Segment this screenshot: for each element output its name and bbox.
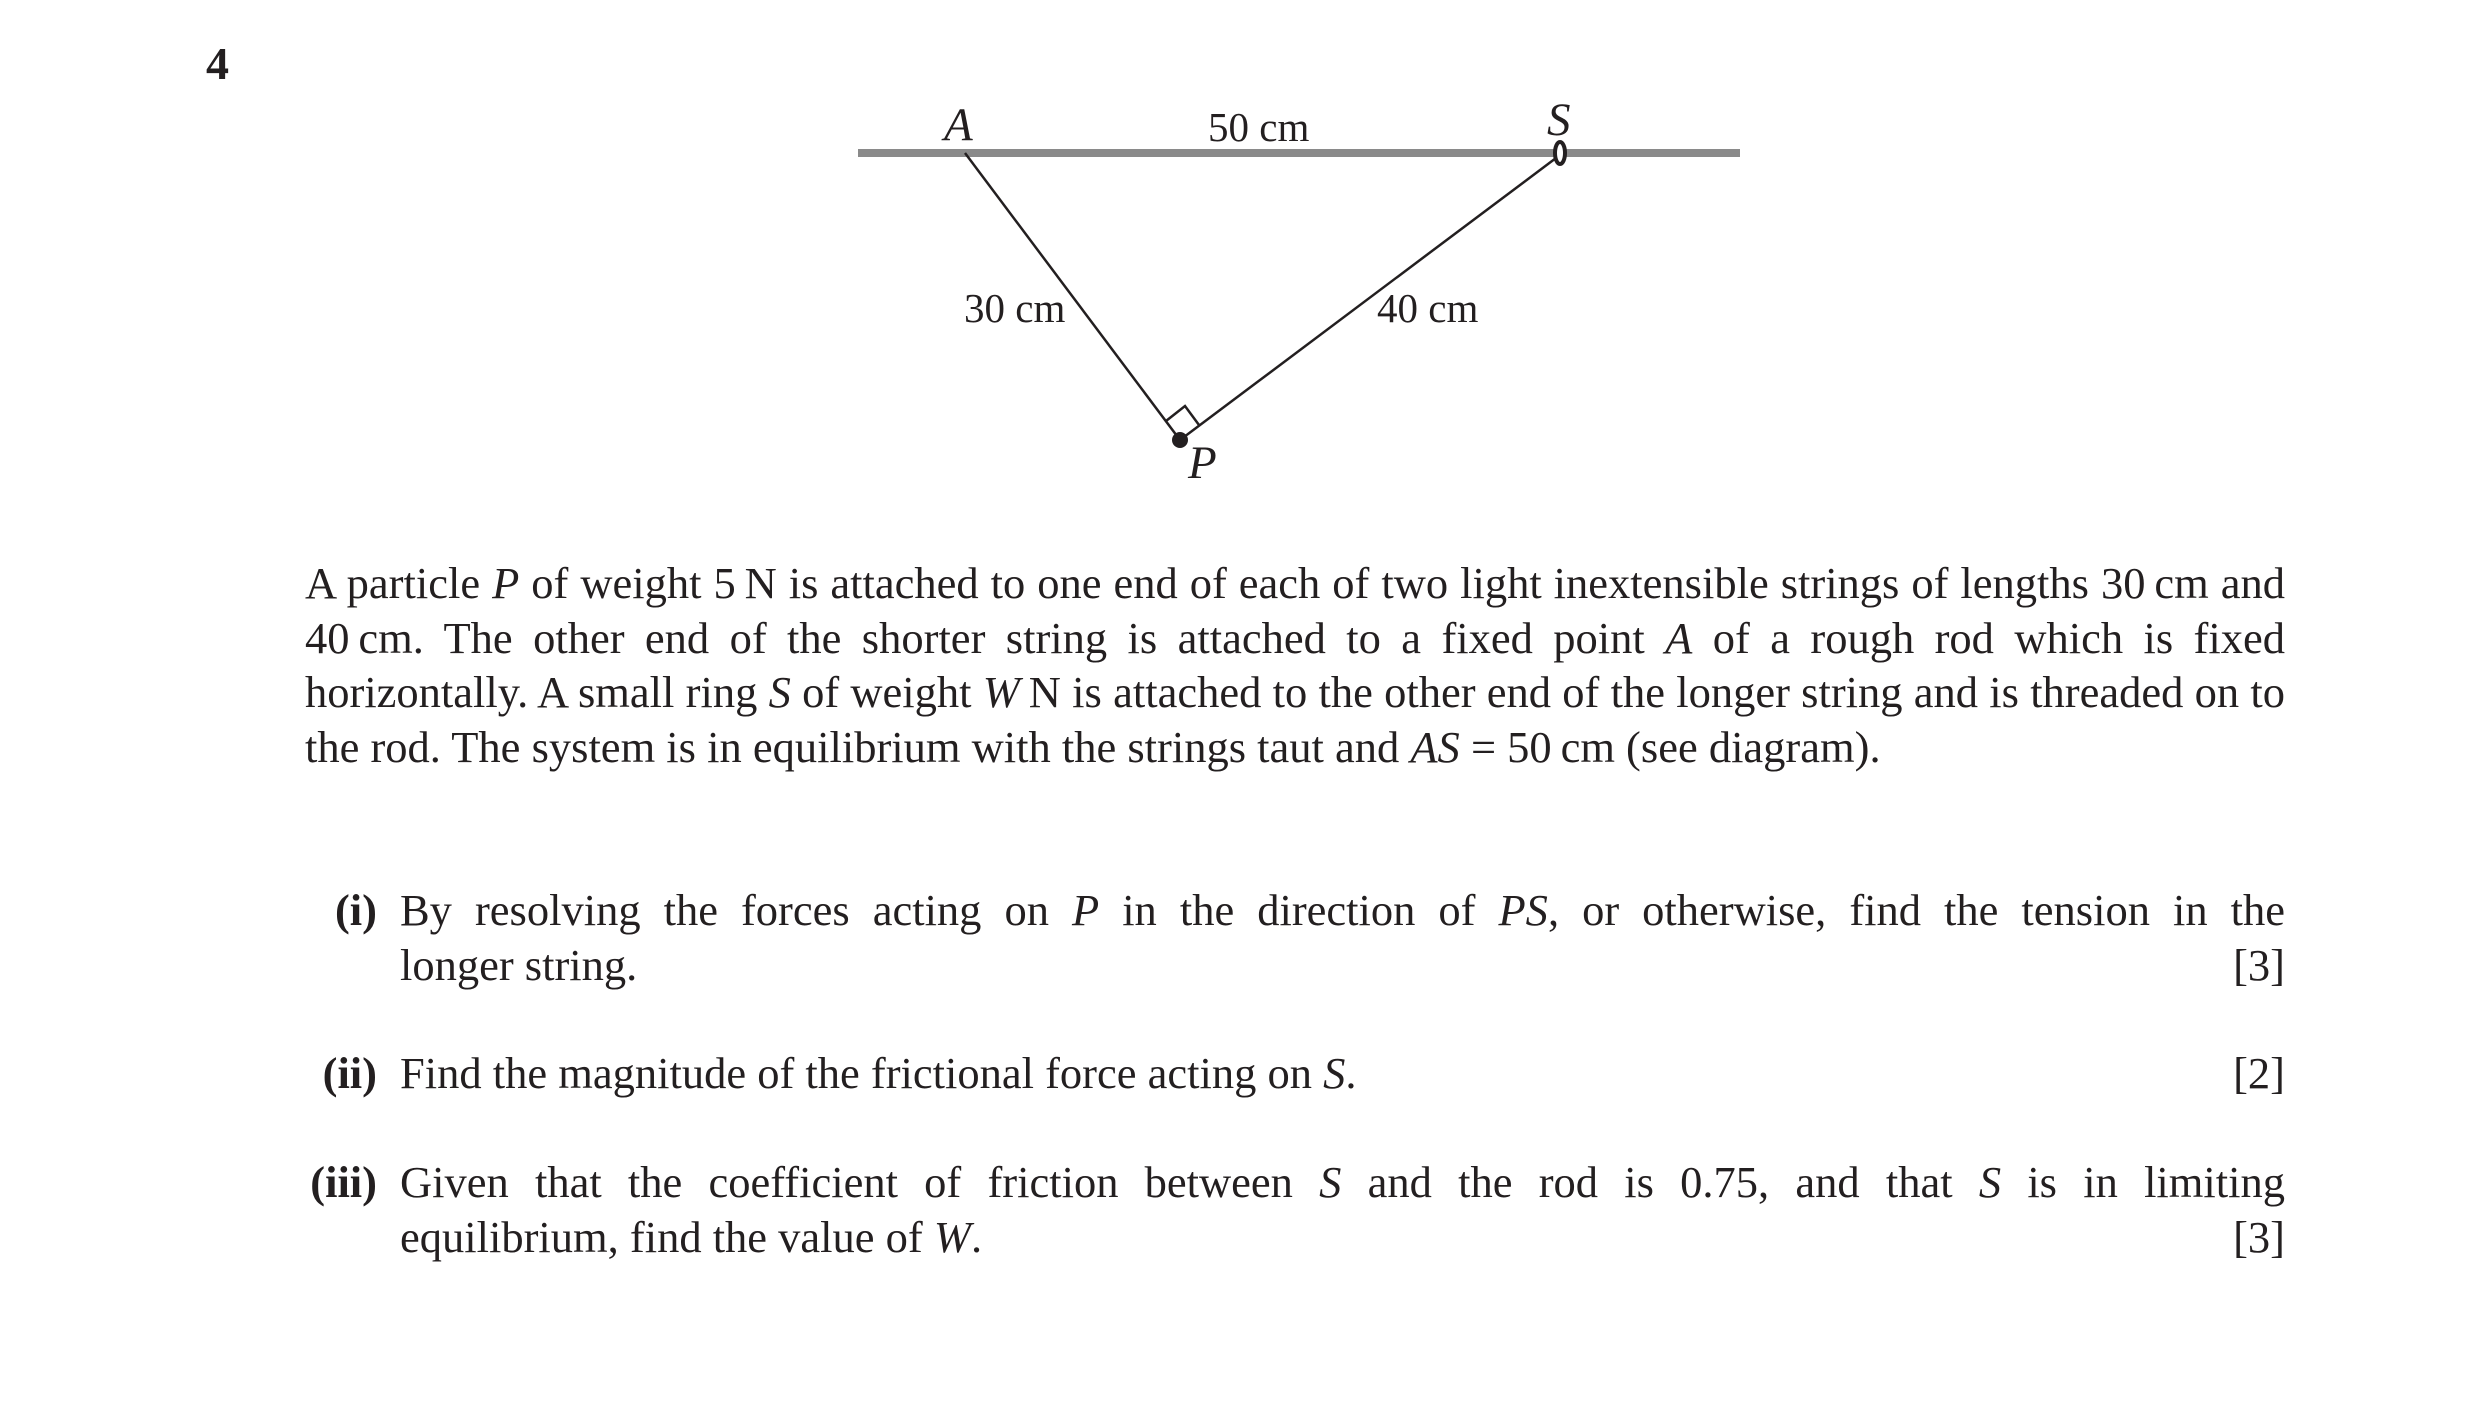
part-iii-marks: [3] <box>2233 1211 2285 1262</box>
question-intro: A particle P of weight 5 N is attached to one end of each of two light inextensible strings of lengths 30 cm and 40 cm. The other end of the shorter string is attached to a fixed point A of a rough rod which is fixed horizontally. A small ring S of weight W N is attached to the other end of the longer string and is threaded on to the rod. The system is in equilibrium with the strings taut and AS = 50 cm (see diagram). <box>305 558 2286 772</box>
part-ii-label: (ii) <box>322 1048 377 1098</box>
part-i-marks: [3] <box>2233 939 2285 990</box>
right-angle-marker <box>1166 406 1199 425</box>
label-p: P <box>1188 437 1217 489</box>
part-i-text: By resolving the forces acting on P in the direction of PS, or otherwise, find the tension in the <box>400 885 2285 935</box>
part-iii-text: Given that the coefficient of friction between S and the rod is 0.75, and that S is in limiting <box>400 1157 2285 1207</box>
part-ii-text: Find the magnitude of the frictional force acting on S. <box>400 1048 1357 1098</box>
label-ap-length: 30 cm <box>964 285 1066 331</box>
part-iii-text-cont: equilibrium, find the value of W. <box>400 1211 983 1262</box>
label-s: S <box>1547 94 1571 146</box>
part-i-label: (i) <box>334 885 377 935</box>
part-ii-marks: [2] <box>2233 1048 2285 1098</box>
part-ii <box>305 1046 2285 1101</box>
label-a: A <box>944 99 973 151</box>
question-number: 4 <box>206 38 229 89</box>
label-sp-length: 40 cm <box>1377 285 1479 331</box>
part-iii-label: (iii) <box>310 1157 377 1207</box>
longer-string <box>1180 155 1560 440</box>
equilibrium-diagram <box>0 0 2480 520</box>
part-i-text-cont: longer string. <box>400 939 638 990</box>
particle-p <box>1172 432 1188 448</box>
part-i <box>305 883 2285 992</box>
label-as-length: 50 cm <box>1208 104 1310 150</box>
part-iii <box>305 1155 2285 1264</box>
